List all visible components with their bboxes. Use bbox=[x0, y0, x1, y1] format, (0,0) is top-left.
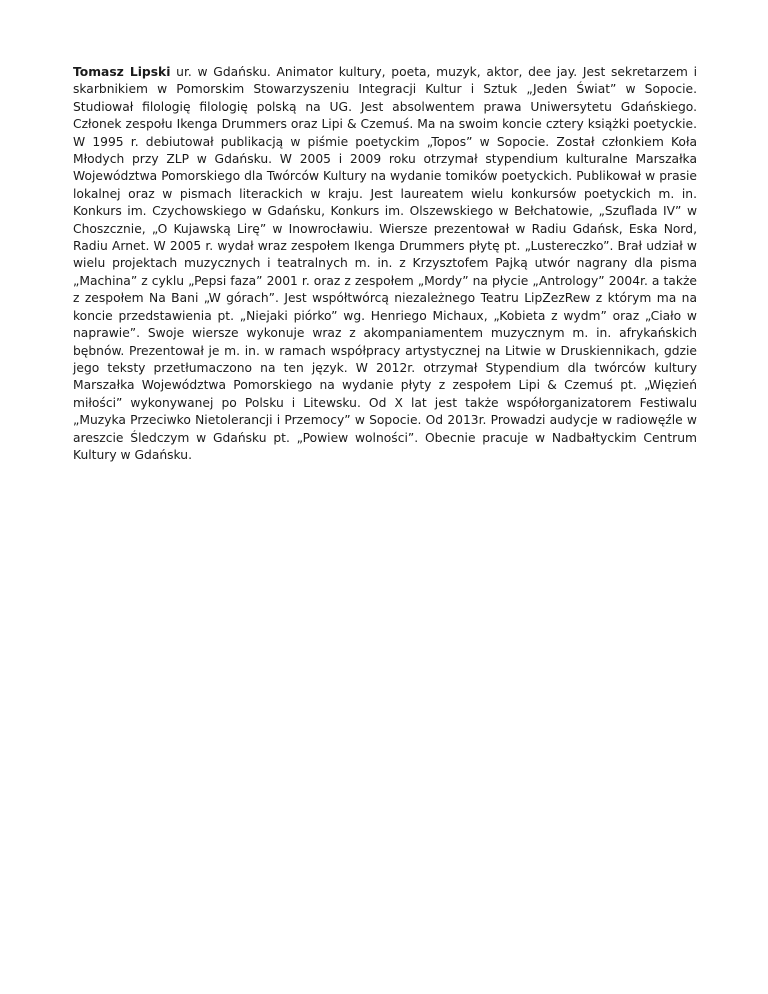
biography-text: ur. w Gdańsku. Animator kultury, poeta, muzyk, aktor, dee jay. Jest sekretarzem i skarbnikiem w Pomorskim Stowarzyszeniu Integracji Kultur i Sztuk „Jeden Świat” w Sopocie. Studiował filologię filologię polską na UG. Jest absolwentem prawa Uniwersytetu Gdańskiego. Członek zespołu Ikenga Drummers oraz Lipi & Czemuś. Ma na swoim koncie cztery książki poetyckie. W 1995 r. debiutował publikacją w piśmie poetyckim „Topos” w Sopocie. Został członkiem Koła Młodych przy ZLP w Gdańsku. W 2005 i 2009 roku otrzymał stypendium kulturalne Marszałka Województwa Pomorskiego dla Twórców Kultury na wydanie tomików poetyckich. Publikował w prasie lokalnej oraz w pismach literackich w kraju. Jest laureatem wielu konkursów poetyckich m. in. Konkurs im. Czychowskiego w Gdańsku, Konkurs im. Olszewskiego w Bełchatowie, „Szuflada IV” w Choszcznie, „O Kujawską Lirę” w Inowrocławiu. Wiersze prezentował w Radiu Gdańsk, Eska Nord, Radiu Arnet. W 2005 r. wydał wraz zespołem Ikenga Drummers płytę pt. „Lustereczko”. Brał udział w wielu projektach muzycznych i teatralnych m. in. z Krzysztofem Pajką utwór nagrany dla pisma „Machina” z cyklu „Pepsi faza” 2001 r. oraz z zespołem „Mordy” na płycie „Antrology” 2004r. a także z zespołem Na Bani „W górach”. Jest współtwórcą niezależnego Teatru LipZezRew z którym ma na koncie przedstawienia pt. „Niejaki piórko” wg. Henriego Michaux, „Kobieta z wydm” oraz „Ciało w naprawie”. Swoje wiersze wykonuje wraz z akompaniamentem muzycznym m. in. afrykańskich bębnów. Prezentował je m. in. w ramach współpracy artystycznej na Litwie w Druskiennikach, gdzie jego teksty przetłumaczono na ten język. W 2012r. otrzymał Stypendium dla twórców kultury Marszałka Województwa Pomorskiego na wydanie płyty z zespołem Lipi & Czemuś pt. „Więzień miłości” wykonywanej po Polsku i Litewsku. Od X lat jest także współorganizatorem Festiwalu „Muzyka Przeciwko Nietolerancji i Przemocy” w Sopocie. Od 2013r. Prowadzi audycje w radiowęźle w areszcie Śledczym w Gdańsku pt. „Powiew wolności”. Obecnie pracuje w Nadbałtyckim Centrum Kultury w Gdańsku. bbox=[73, 65, 697, 462]
author-name: Tomasz Lipski bbox=[73, 65, 171, 79]
biography-paragraph bbox=[73, 64, 697, 464]
